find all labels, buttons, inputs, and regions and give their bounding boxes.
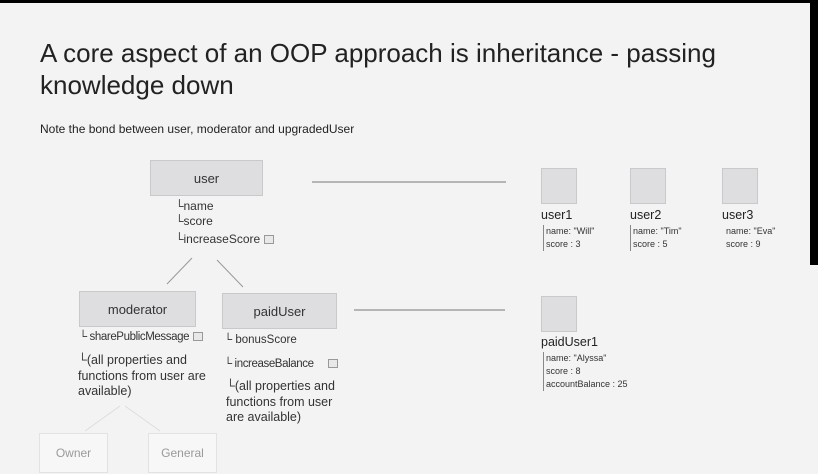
paiduser-inherit-note: └(all properties and functions from user are available) — [226, 379, 335, 424]
moderator-to-general-line — [125, 406, 160, 431]
user-class-box — [150, 160, 263, 196]
paiduser-prop-bonusscore: └ bonusScore — [224, 334, 297, 346]
moderator-prop-sharepublicmessage-label: └ sharePublicMessage — [79, 331, 190, 343]
function-icon — [264, 235, 274, 244]
user1-object-props — [543, 225, 594, 251]
paiduser-prop-increasebalance — [224, 358, 338, 370]
user1-prop-name: name: "Will" — [546, 226, 595, 236]
paiduser1-prop-accountbalance: accountBalance : 25 — [546, 379, 628, 389]
user2-prop-score: score : 5 — [633, 239, 668, 249]
slide — [0, 3, 810, 474]
paiduser1-prop-name: name: "Alyssa" — [546, 353, 607, 363]
slide-title: A core aspect of an OOP approach is inheritance - passing knowledge down — [40, 38, 716, 100]
user-prop-increasescore-label: └increaseScore — [175, 232, 261, 246]
owner-class-label: Owner — [55, 446, 92, 460]
user1-object-name: user1 — [541, 208, 573, 222]
user2-object-name: user2 — [630, 208, 662, 222]
user3-object-props — [724, 225, 775, 251]
user3-object-box — [722, 168, 758, 204]
paiduser1-object-props — [543, 352, 628, 391]
paiduser-class-label: paidUser — [253, 303, 306, 319]
slide-edge — [810, 265, 818, 474]
moderator-class-box — [79, 291, 196, 327]
function-icon — [328, 359, 338, 368]
function-icon — [193, 332, 203, 341]
user-class-label: user — [193, 170, 220, 186]
user1-prop-score: score : 3 — [546, 239, 581, 249]
paiduser1-prop-score: score : 8 — [546, 366, 581, 376]
user3-object-name: user3 — [722, 208, 754, 222]
user-prop-name: └name — [175, 199, 214, 213]
moderator-class-label: moderator — [107, 301, 168, 317]
user1-object-box — [541, 168, 577, 204]
paiduser1-object-name: paidUser1 — [541, 335, 598, 349]
owner-class-box — [39, 433, 108, 473]
user2-object-box — [630, 168, 666, 204]
general-class-box — [148, 433, 217, 473]
user2-prop-name: name: "Tim" — [633, 226, 682, 236]
paiduser-class-box — [222, 293, 337, 329]
user-to-paiduser-line — [217, 260, 243, 287]
moderator-inherit-note: └(all properties and functions from user are available) — [78, 353, 206, 398]
user3-prop-name: name: "Eva" — [726, 226, 776, 236]
user2-object-props — [630, 225, 682, 251]
user-prop-score: └score — [175, 214, 213, 228]
paiduser1-object-box — [541, 296, 577, 332]
moderator-prop-sharepublicmessage — [79, 331, 203, 343]
user3-prop-score: score : 9 — [726, 239, 761, 249]
moderator-to-owner-line — [85, 406, 120, 431]
general-class-label: General — [161, 446, 204, 460]
paiduser-prop-increasebalance-label: └ increaseBalance — [224, 358, 314, 370]
slide-note: Note the bond between user, moderator and upgradedUser — [40, 122, 355, 136]
user-prop-increasescore — [175, 232, 274, 246]
user-to-moderator-line — [167, 258, 192, 284]
